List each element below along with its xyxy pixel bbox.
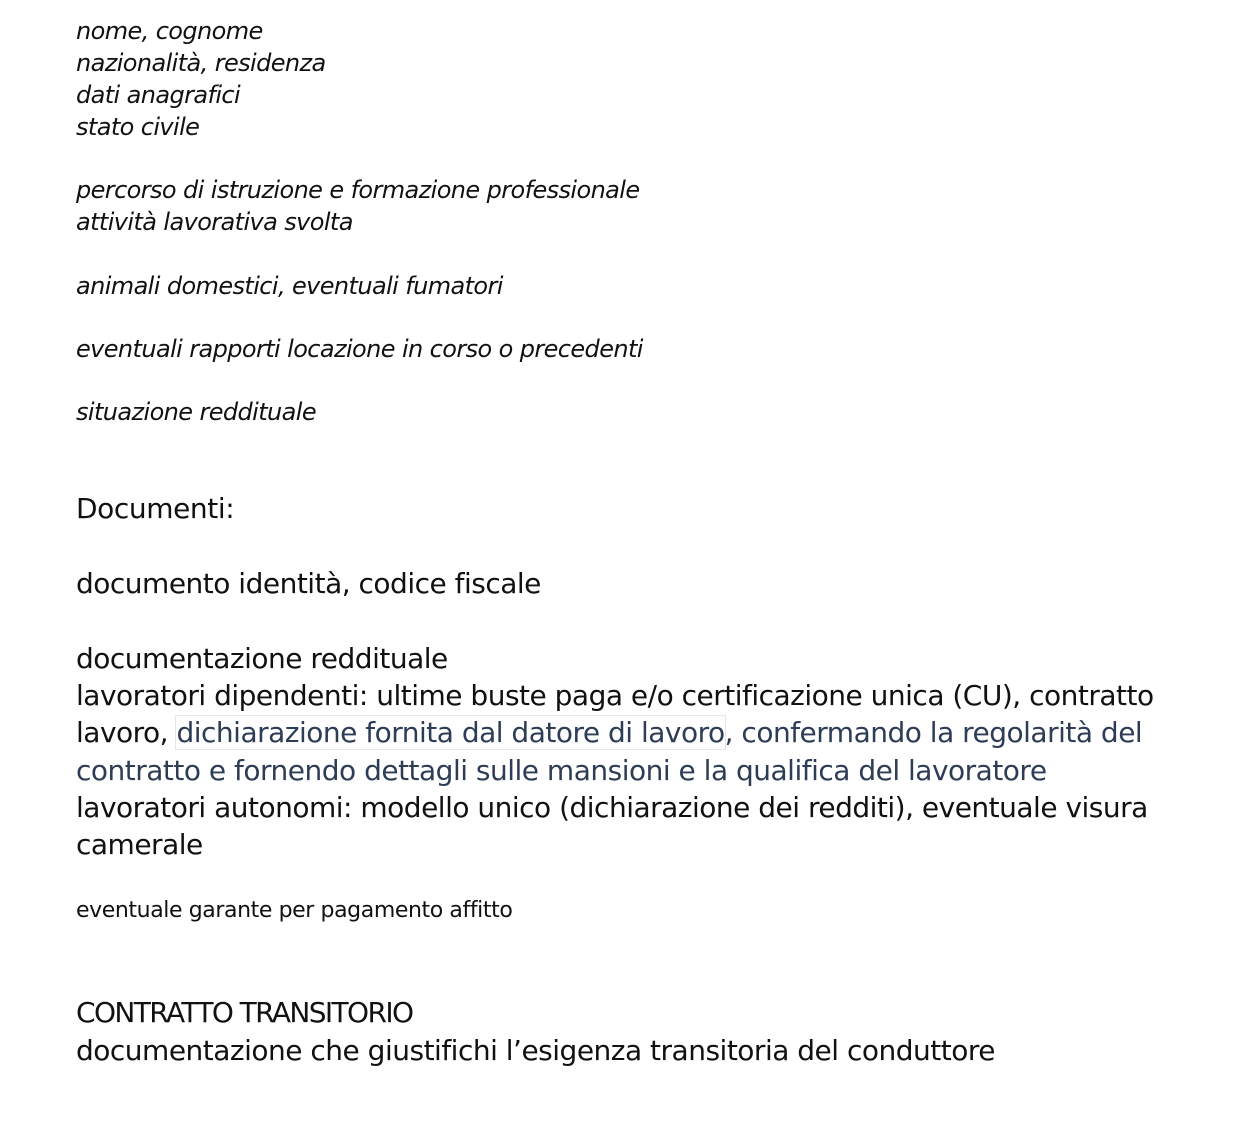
dipendenti-suffix: , confermando la regolarità del	[724, 716, 1143, 750]
personal-info-line: attività lavorativa svolta	[76, 208, 353, 236]
employer-declaration-link: dichiarazione fornita dal datore di lavoro	[176, 716, 725, 750]
documenti-heading: Documenti:	[76, 492, 235, 525]
dipendenti-prefix: lavoro,	[76, 716, 177, 750]
garante-note: eventuale garante per pagamento affitto	[76, 898, 513, 923]
contratto-title: CONTRATTO TRANSITORIO	[76, 996, 413, 1029]
autonomi-line: lavoratori autonomi: modello unico (dichiarazione dei redditi), eventuale visura	[76, 790, 1148, 824]
personal-info-line: nazionalità, residenza	[76, 49, 326, 77]
reddituale-title: documentazione reddituale	[76, 642, 448, 675]
personal-info-line: eventuali rapporti locazione in corso o precedenti	[76, 335, 643, 363]
personal-info-line: percorso di istruzione e formazione professionale	[76, 176, 640, 204]
personal-info-line: dati anagrafici	[76, 81, 241, 109]
personal-info-line: animali domestici, eventuali fumatori	[76, 272, 503, 300]
personal-info-line: situazione reddituale	[76, 398, 316, 426]
dipendenti-line	[76, 714, 1226, 751]
autonomi-line: camerale	[76, 828, 203, 862]
reddituale-block	[76, 640, 1226, 863]
personal-info-line: stato civile	[76, 113, 200, 141]
personal-info-line: nome, cognome	[76, 17, 263, 45]
contratto-text: documentazione che giustifichi l’esigenza transitoria del conduttore	[76, 1034, 995, 1067]
identity-documents: documento identità, codice fiscale	[76, 567, 541, 600]
dipendenti-line: lavoratori dipendenti: ultime buste paga e/o certificazione unica (CU), contratto	[76, 679, 1154, 713]
dipendenti-line: contratto e fornendo dettagli sulle mansioni e la qualifica del lavoratore	[76, 753, 1047, 787]
